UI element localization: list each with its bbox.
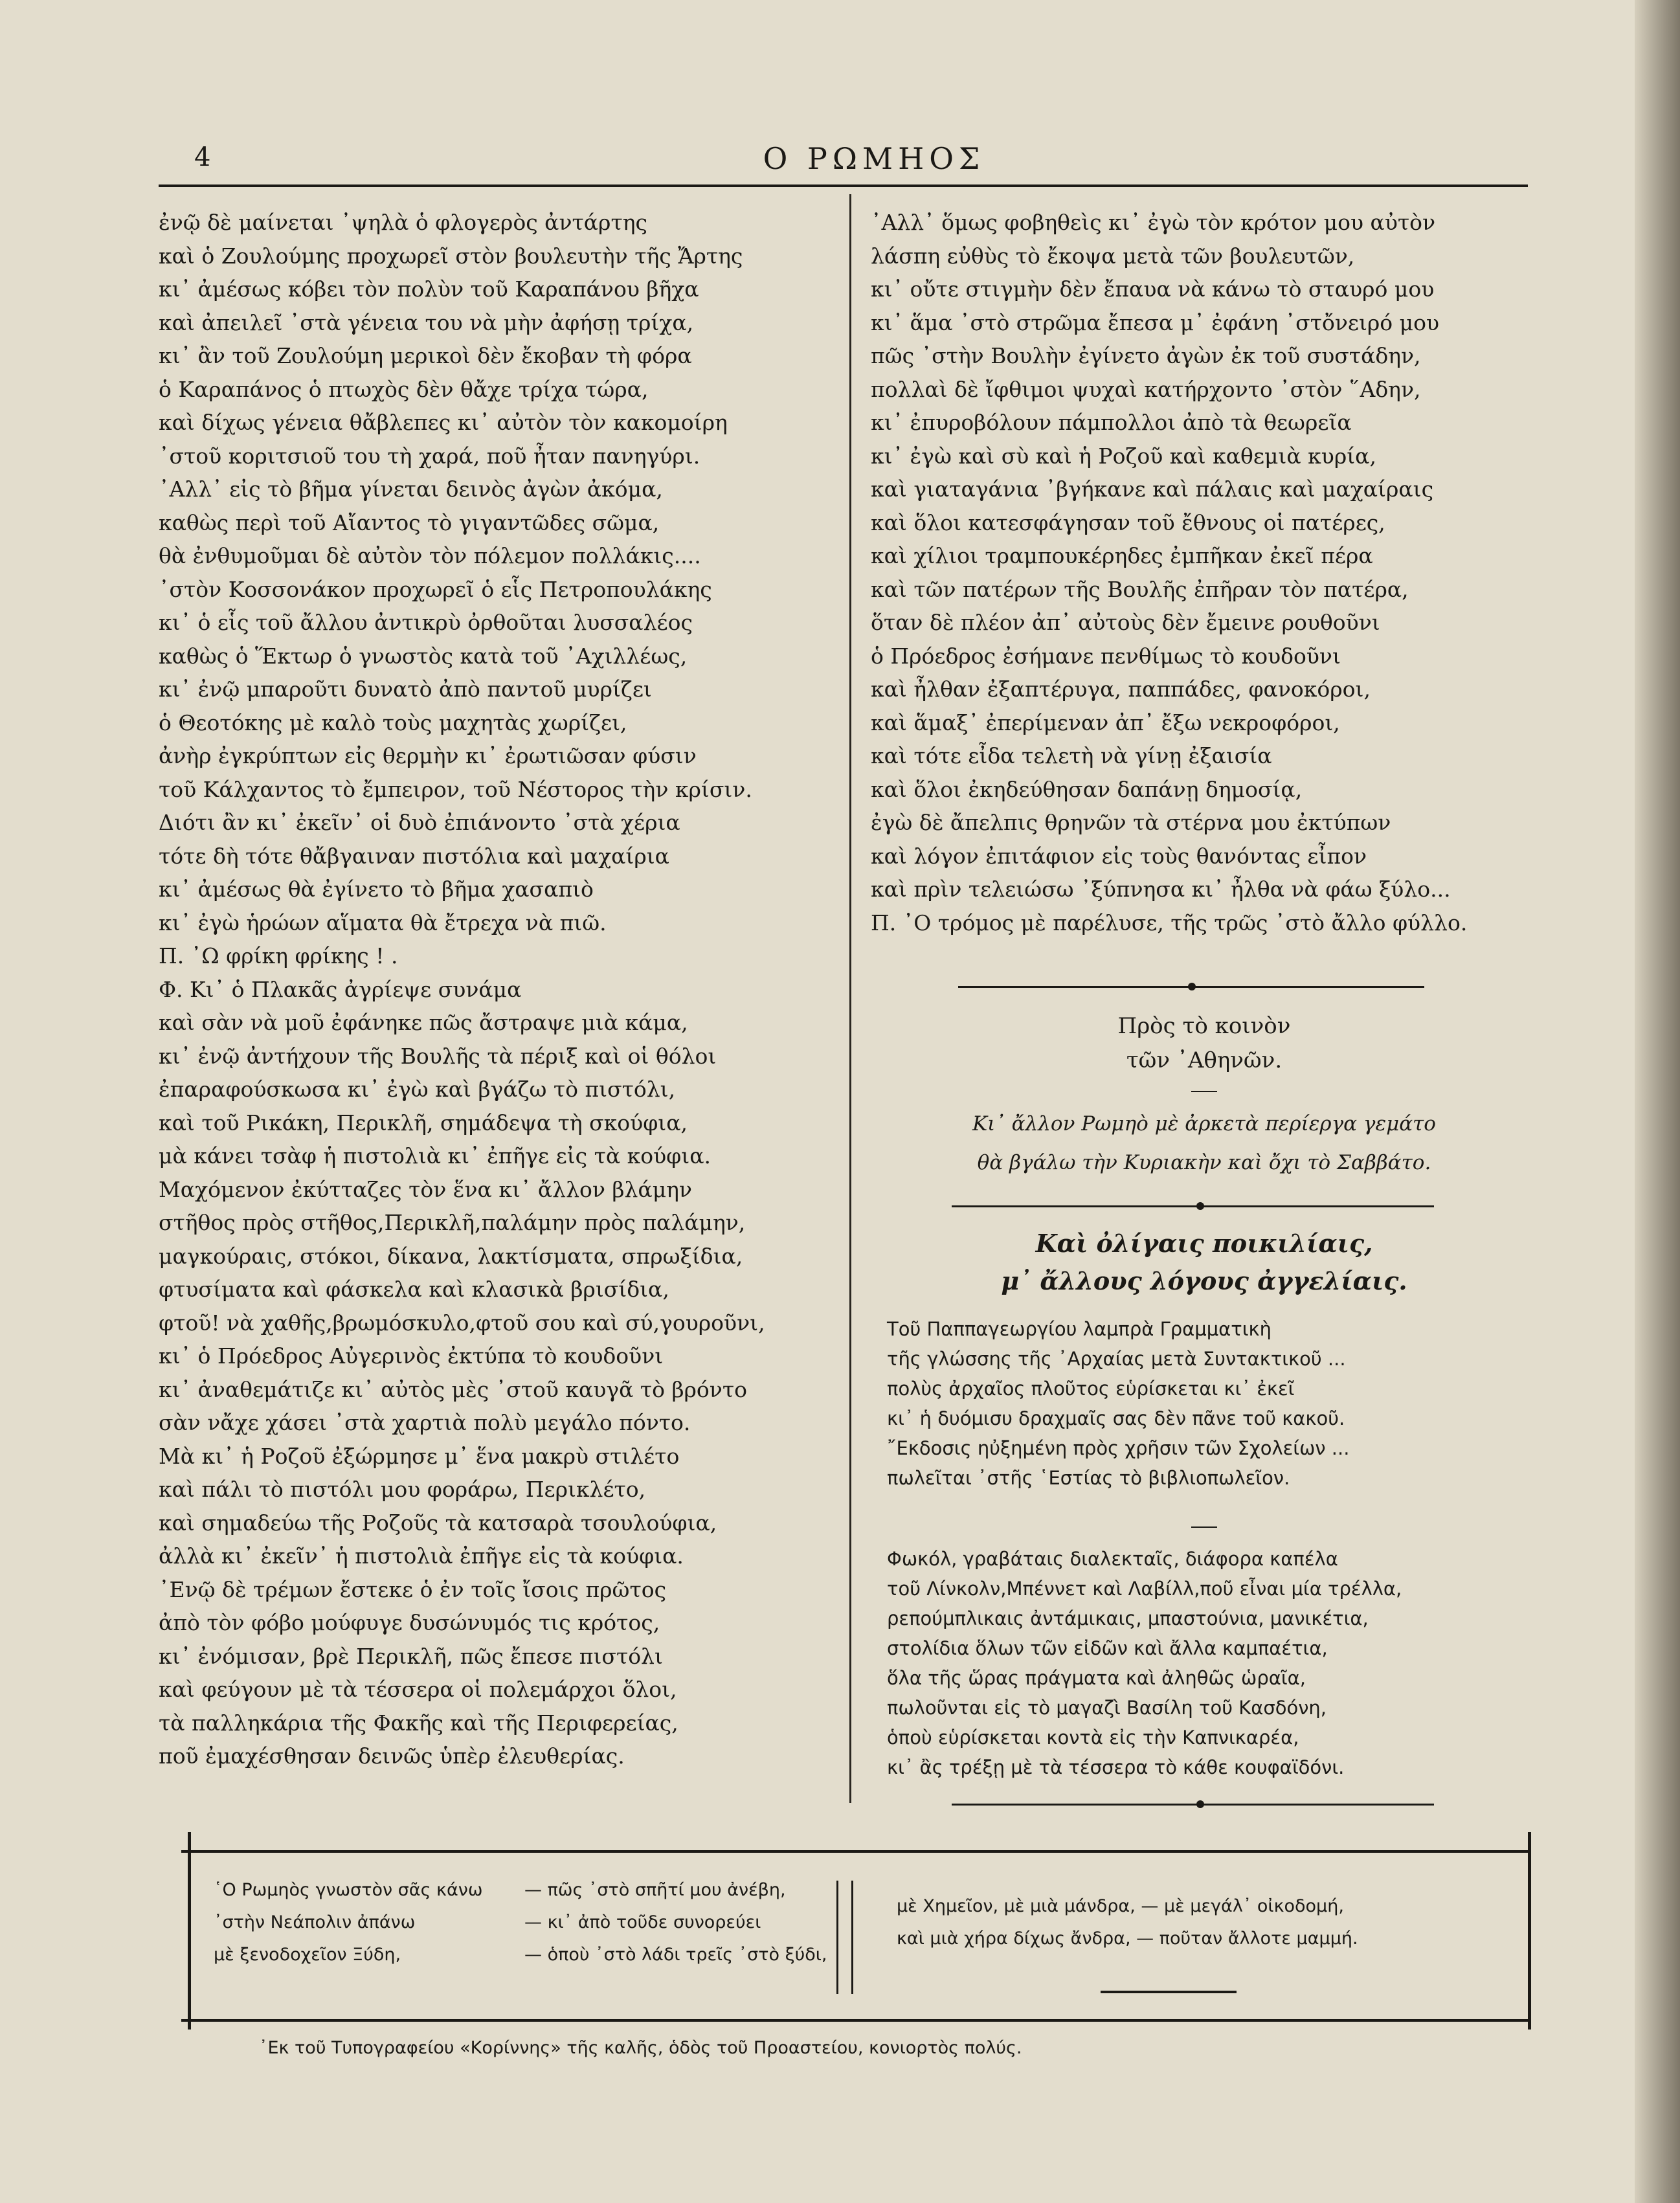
ad-line: ῎Εκδοσις ηὐξημένη πρὸς χρῆσιν τῶν Σχολείων ... bbox=[887, 1437, 1350, 1459]
ad-line: ρεπούμπλικαις ἀντάμικαις, μπαστούνια, μανικέτια, bbox=[887, 1607, 1369, 1629]
poem-line: καὶ χίλιοι τραμπουκέρηδες ἐμπῆκαν ἐκεῖ πέρα bbox=[871, 543, 1373, 568]
poem-line: καὶ φεύγουν μὲ τὰ τέσσερα οἱ πολεμάρχοι ὅλοι, bbox=[159, 1677, 677, 1702]
rule-ornament bbox=[1196, 1202, 1204, 1210]
poem-line: Π. ᾿Ω φρίκη φρίκης ! . bbox=[159, 943, 398, 968]
poem-line: ἐγὼ δὲ ἄπελπις θρηνῶν τὰ στέρνα μου ἐκτύπων bbox=[871, 810, 1391, 835]
poem-line: ᾿στοῦ κοριτσιοῦ του τὴ χαρά, ποῦ ἦταν πανηγύρι. bbox=[159, 443, 700, 469]
poem-line: στῆθος πρὸς στῆθος,Περικλῆ,παλάμην πρὸς παλάμην, bbox=[159, 1210, 746, 1235]
poem-line: καθὼς ὁ Ἕκτωρ ὁ γνωστὸς κατὰ τοῦ ᾿Αχιλλέως, bbox=[159, 643, 688, 669]
poem-line: ἀλλὰ κι᾿ ἐκεῖν᾿ ἡ πιστολιὰ ἐπῆγε εἰς τὰ κούφια. bbox=[159, 1543, 684, 1569]
poem-line: καὶ σημαδεύω τῆς Ροζοῦς τὰ κατσαρὰ τσουλούφια, bbox=[159, 1510, 717, 1536]
ad-line: πωλεῖται ᾿στῆς ῾Εστίας τὸ βιβλιοπωλεῖον. bbox=[887, 1467, 1290, 1489]
poem-line: τοῦ Κάλχαντος τὸ ἔμπειρον, τοῦ Νέστορος τὴν κρίσιν. bbox=[159, 776, 752, 802]
poem-line: σὰν νἄχε χάσει ᾿στὰ χαρτιὰ πολὺ μεγάλο πόντο. bbox=[159, 1410, 691, 1435]
poem-line: καὶ τῶν πατέρων τῆς Βουλῆς ἐπῆραν τὸν πατέρα, bbox=[871, 576, 1409, 602]
rule-ornament bbox=[1196, 1800, 1204, 1808]
poem-line: καὶ δίχως γένεια θἄβλεπες κι᾿ αὐτὸν τὸν κακομοίρη bbox=[159, 410, 728, 435]
poem-line: καὶ τοῦ Ρικάκη, Περικλῆ, σημάδεψα τὴ σκούφια, bbox=[159, 1110, 688, 1135]
box-row: ᾿στὴν Νεάπολιν ἀπάνω — κι᾿ ἀπὸ τοῦδε συνορεύει bbox=[214, 1912, 761, 1932]
rule-ornament bbox=[1188, 983, 1196, 990]
poem-line: ὁ Θεοτόκης μὲ καλὸ τοὺς μαχητὰς χωρίζει, bbox=[159, 710, 627, 735]
poem-line: ᾿στὸν Κοσσονάκον προχωρεῖ ὁ εἷς Πετροπουλάκης bbox=[159, 576, 712, 602]
poem-line: καὶ ὅλοι ἐκηδεύθησαν δαπάνῃ δημοσίᾳ, bbox=[871, 776, 1303, 802]
poem-line: μὰ κάνει τσὰφ ἡ πιστολιὰ κι᾿ ἐπῆγε εἰς τὰ κούφια. bbox=[159, 1143, 711, 1169]
poem-line: θὰ ἐνθυμοῦμαι δὲ αὐτὸν τὸν πόλεμον πολλάκις.... bbox=[159, 543, 701, 568]
poem-line: ὁ Καραπάνος ὁ πτωχὸς δὲν θἄχε τρίχα τώρα, bbox=[159, 376, 649, 402]
ad-line: τῆς γλώσσης τῆς ᾿Αρχαίας μετὰ Συντακτικοῦ ... bbox=[887, 1348, 1346, 1370]
poem-line: κι᾿ ἀναθεμάτιζε κι᾿ αὐτὸς μὲς ᾿στοῦ καυγᾶ τὸ βρόντο bbox=[159, 1376, 747, 1402]
short-dash bbox=[1191, 1091, 1217, 1092]
poem-line: ὅταν δὲ πλέον ἀπ᾿ αὐτοὺς δὲν ἔμεινε ρουθοῦνι bbox=[871, 610, 1380, 635]
ads-title-2: μ᾿ ἄλλους λόγους ἀγγελίαις. bbox=[1001, 1266, 1407, 1295]
right-poem-column bbox=[871, 206, 1534, 939]
notice-line-2: τῶν ᾿Αθηνῶν. bbox=[1126, 1047, 1282, 1073]
poem-line: Φ. Κι᾿ ὁ Πλακᾶς ἀγρίεψε συνάμα bbox=[159, 976, 522, 1002]
poem-line: κι᾿ οὔτε στιγμὴν δὲν ἔπαυα νὰ κάνω τὸ σταυρό μου bbox=[871, 276, 1435, 302]
poem-line: Μὰ κι᾿ ἡ Ροζοῦ ἐξώρμησε μ᾿ ἕνα μακρὺ στιλέτο bbox=[159, 1443, 680, 1469]
box-right-text: μὲ Χημεῖον, μὲ μιὰ μάνδρα, — μὲ μεγάλ᾿ οἰκοδομή, καὶ μιὰ χήρα δίχως ἄνδρα, — ποῦταν ἄλλοτε μαμμή. bbox=[897, 1896, 1358, 1949]
ad-line: πολὺς ἀρχαῖος πλοῦτος εὑρίσκεται κι᾿ ἐκεῖ bbox=[887, 1378, 1295, 1400]
poem-line: κι᾿ ἐπυροβόλουν πάμπολλοι ἀπὸ τὰ θεωρεῖα bbox=[871, 410, 1352, 435]
box-flourish-ornament bbox=[1101, 1991, 1237, 1993]
poem-line: κι᾿ ἐνῷ μπαροῦτι δυνατὸ ἀπὸ παντοῦ μυρίζει bbox=[159, 677, 652, 702]
ads-title-1: Καὶ ὀλίγαις ποικιλίαις, bbox=[1035, 1229, 1373, 1258]
poem-line: καὶ τότε εἶδα τελετὴ νὰ γίνῃ ἐξαισία bbox=[871, 743, 1272, 768]
poem-line: λάσπη εὐθὺς τὸ ἔκοψα μετὰ τῶν βουλευτῶν, bbox=[871, 243, 1355, 269]
poem-line: ποῦ ἐμαχέσθησαν δεινῶς ὑπὲρ ἐλευθερίας. bbox=[159, 1743, 625, 1769]
poem-line: ὁ Πρόεδρος ἐσήμανε πενθίμως τὸ κουδοῦνι bbox=[871, 643, 1341, 669]
box-row: ῾Ο Ρωμηὸς γνωστὸν σᾶς κάνω — πῶς ᾿στὸ σπῆτί μου ἀνέβη, bbox=[214, 1880, 786, 1900]
section-rule bbox=[952, 1205, 1434, 1207]
ad-line: τοῦ Λίνκολν,Μπέννετ καὶ Λαβίλλ,ποῦ εἶναι μία τρέλλα, bbox=[887, 1578, 1402, 1600]
poem-line: πῶς ᾿στὴν Βουλὴν ἐγίνετο ἀγὼν ἐκ τοῦ συστάδην, bbox=[871, 343, 1421, 368]
printer-imprint: ᾿Εκ τοῦ Τυπογραφείου «Κορίννης» τῆς καλῆς, ὁδὸς τοῦ Προαστείου, κονιορτὸς πολύς. bbox=[259, 2038, 1022, 2058]
left-poem-column bbox=[159, 206, 838, 1773]
ad-grammar-book bbox=[887, 1314, 1541, 1493]
poem-line: τὰ παλληκάρια τῆς Φακῆς καὶ τῆς Περιφερείας, bbox=[159, 1710, 678, 1736]
poem-line: κι᾿ ἐγὼ ἡρώων αἵματα θὰ ἔτρεχα νὰ πιῶ. bbox=[159, 910, 607, 935]
box-left-text bbox=[214, 1874, 827, 1971]
ad-line: πωλοῦνται εἰς τὸ μαγαζὶ Βασίλη τοῦ Κασδόνη, bbox=[887, 1697, 1327, 1719]
poem-line: κι᾿ ὁ Πρόεδρος Αὐγερινὸς ἐκτύπα τὸ κουδοῦνι bbox=[159, 1343, 664, 1369]
poem-line: καὶ ἅμαξ᾿ ἐπερίμεναν ἀπ᾿ ἔξω νεκροφόροι, bbox=[871, 710, 1340, 735]
poem-line: καὶ γιαταγάνια ᾿βγήκανε καὶ πάλαις καὶ μαχαίραις bbox=[871, 476, 1434, 502]
poem-line: φτοῦ! νὰ χαθῆς,βρωμόσκυλο,φτοῦ σου καὶ σύ,γουροῦνι, bbox=[159, 1310, 765, 1336]
poem-line: Μαχόμενον ἐκύτταζες τὸν ἕνα κι᾿ ἄλλον βλάμην bbox=[159, 1176, 692, 1202]
ad-line: κι᾿ ἂς τρέξῃ μὲ τὰ τέσσερα τὸ κάθε κουφαϊδόνι. bbox=[887, 1756, 1345, 1778]
poem-line: καὶ πάλι τὸ πιστόλι μου φοράρω, Περικλέτο, bbox=[159, 1477, 646, 1502]
box-row: μὲ ξενοδοχεῖον Ξύδη, — ὁποὺ ᾿στὸ λάδι τρεῖς ᾿στὸ ξύδι, bbox=[214, 1945, 827, 1965]
poem-line: Π. ᾿Ο τρόμος μὲ παρέλυσε, τῆς τρῶς ᾿στὸ ἄλλο φύλλο. bbox=[871, 910, 1468, 935]
poem-line: ᾿Ενῷ δὲ τρέμων ἔστεκε ὁ ἐν τοῖς ἴσοις πρῶτος bbox=[159, 1576, 667, 1602]
poem-line: κι᾿ ἂν τοῦ Ζουλούμη μερικοὶ δὲν ἔκοβαν τὴ φόρα bbox=[159, 343, 692, 368]
poem-line: ἐνῷ δὲ μαίνεται ᾿ψηλὰ ὁ φλογερὸς ἀντάρτης bbox=[159, 210, 647, 235]
poem-line: Διότι ἂν κι᾿ ἐκεῖν᾿ οἱ δυὸ ἐπιάνοντο ᾿στὰ χέρια bbox=[159, 810, 680, 835]
notice-italic-1: Κι᾿ ἄλλον Ρωμηὸ μὲ ἀρκετὰ περίεργα γεμάτο bbox=[972, 1112, 1436, 1135]
box-divider-ornament bbox=[836, 1881, 853, 1994]
ad-line: ὅλα τῆς ὥρας πράγματα καὶ ἀληθῶς ὡραῖα, bbox=[887, 1667, 1306, 1689]
page-binding-shadow bbox=[1635, 0, 1680, 2203]
header-rule bbox=[159, 185, 1528, 187]
poem-line: ἐπαραφούσκωσα κι᾿ ἐγὼ καὶ βγάζω τὸ πιστόλι, bbox=[159, 1077, 676, 1102]
page-number: 4 bbox=[194, 142, 211, 172]
poem-line: μαγκούραις, στόκοι, δίκανα, λακτίσματα, σπρωξίδια, bbox=[159, 1243, 743, 1269]
notice-italic-2: θὰ βγάλω τὴν Κυριακὴν καὶ ὄχι τὸ Σαββάτο. bbox=[977, 1151, 1431, 1174]
ad-line: κι᾿ ἡ δυόμισυ δραχμαῖς σας δὲν πᾶνε τοῦ κακοῦ. bbox=[887, 1407, 1345, 1429]
ad-line: ὁποὺ εὑρίσκεται κοντὰ εἰς τὴν Καπνικαρέα, bbox=[887, 1727, 1299, 1749]
poem-line: κι᾿ ἅμα ᾿στὸ στρῶμα ἔπεσα μ᾿ ἐφάνη ᾿στὄνειρό μου bbox=[871, 309, 1440, 335]
poem-line: καὶ ὁ Ζουλούμης προχωρεῖ στὸν βουλευτὴν τῆς Ἄρτης bbox=[159, 243, 743, 269]
ad-line: Φωκόλ, γραβάταις διαλεκταῖς, διάφορα καπέλα bbox=[887, 1548, 1338, 1570]
poem-line: ᾿Αλλ᾿ εἰς τὸ βῆμα γίνεται δεινὸς ἀγὼν ἀκόμα, bbox=[159, 476, 663, 502]
notice-line-1: Πρὸς τὸ κοινὸν bbox=[1117, 1013, 1291, 1039]
column-separator bbox=[849, 194, 851, 1803]
poem-line: καὶ σὰν νὰ μοῦ ἐφάνηκε πῶς ἄστραψε μιὰ κάμα, bbox=[159, 1010, 688, 1035]
poem-line: ἀνὴρ ἐγκρύπτων εἰς θερμὴν κι᾿ ἐρωτιῶσαν φύσιν bbox=[159, 743, 697, 768]
poem-line: ἀπὸ τὸν φόβο μούφυγε δυσώνυμός τις κρότος, bbox=[159, 1610, 660, 1635]
poem-line: καὶ ἀπειλεῖ ᾿στὰ γένεια του νὰ μὴν ἀφήσῃ τρίχα, bbox=[159, 309, 694, 335]
poem-line: καὶ πρὶν τελειώσω ᾿ξύπνησα κι᾿ ἦλθα νὰ φάω ξύλο... bbox=[871, 877, 1451, 902]
poem-line: κι᾿ ἐνόμισαν, βρὲ Περικλῆ, πῶς ἔπεσε πιστόλι bbox=[159, 1643, 663, 1669]
short-dash bbox=[1191, 1526, 1217, 1528]
poem-line: φτυσίματα καὶ φάσκελα καὶ κλασικὰ βρισίδια, bbox=[159, 1277, 669, 1302]
poem-line: κι᾿ ἐνῷ ἀντήχουν τῆς Βουλῆς τὰ πέριξ καὶ οἱ θόλοι bbox=[159, 1043, 717, 1069]
poem-line: κι᾿ ὁ εἷς τοῦ ἄλλου ἀντικρὺ ὀρθοῦται λυσσαλέος bbox=[159, 610, 693, 635]
ad-line: Τοῦ Παππαγεωργίου λαμπρὰ Γραμματικὴ bbox=[887, 1318, 1272, 1340]
poem-line: καὶ λόγον ἐπιτάφιον εἰς τοὺς θανόντας εἶπον bbox=[871, 843, 1367, 869]
poem-line: τότε δὴ τότε θἄβγαιναν πιστόλια καὶ μαχαίρια bbox=[159, 843, 669, 869]
masthead-title: Ο ΡΩΜΗΟΣ bbox=[763, 141, 985, 176]
poem-line: κι᾿ ἀμέσως κόβει τὸν πολὺν τοῦ Καραπάνου βῆχα bbox=[159, 276, 699, 302]
ad-clothing-shop bbox=[887, 1544, 1541, 1782]
poem-line: καὶ ὅλοι κατεσφάγησαν τοῦ ἔθνους οἱ πατέρες, bbox=[871, 509, 1385, 535]
poem-line: καθὼς περὶ τοῦ Αἴαντος τὸ γιγαντῶδες σῶμα, bbox=[159, 509, 660, 535]
poem-line: πολλαὶ δὲ ἴφθιμοι ψυχαὶ κατήρχοντο ᾿στὸν ῞Αδην, bbox=[871, 376, 1421, 402]
ad-line: στολίδια ὅλων τῶν εἰδῶν καὶ ἄλλα καμπαέτια, bbox=[887, 1637, 1328, 1659]
poem-line: κι᾿ ἐγὼ καὶ σὺ καὶ ἡ Ροζοῦ καὶ καθεμιὰ κυρία, bbox=[871, 443, 1376, 469]
poem-line: καὶ ἦλθαν ἐξαπτέρυγα, παππάδες, φανοκόροι, bbox=[871, 677, 1371, 702]
poem-line: ᾿Αλλ᾿ ὅμως φοβηθεὶς κι᾿ ἐγὼ τὸν κρότον μου αὐτὸν bbox=[871, 210, 1436, 235]
poem-line: κι᾿ ἀμέσως θὰ ἐγίνετο τὸ βῆμα χασαπιὸ bbox=[159, 877, 594, 902]
section-rule bbox=[952, 1804, 1434, 1806]
